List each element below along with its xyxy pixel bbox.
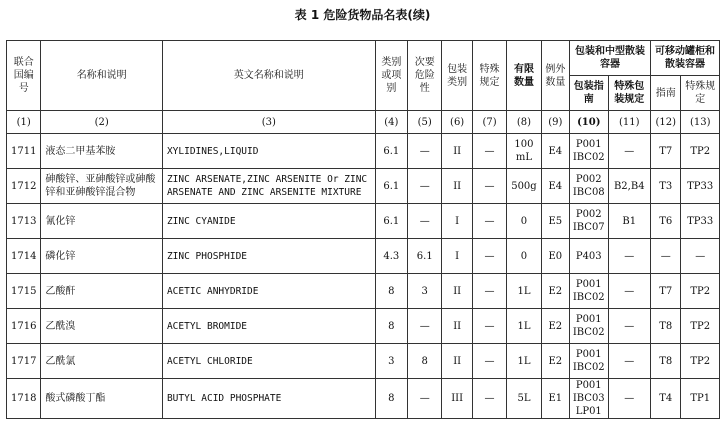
name-cn-cell: 酸式磷酸丁酯 — [41, 379, 163, 419]
excepted-quantity-cell: E2 — [541, 344, 569, 379]
packing-instruction-cell: P001 IBC02 — [570, 344, 608, 379]
header-pack-group: 包装类别 — [442, 41, 472, 111]
header-pack-special: 特殊包装规定 — [608, 76, 651, 111]
name-en-cell: ZINC CYANIDE — [162, 204, 375, 239]
tank-special-cell: TP33 — [681, 169, 720, 204]
special-provision-cell: — — [472, 274, 506, 309]
special-provision-cell: — — [472, 204, 506, 239]
name-cn-cell: 磷化锌 — [41, 239, 163, 274]
header-special: 特殊规定 — [472, 41, 506, 111]
special-provision-cell: — — [472, 344, 506, 379]
excepted-quantity-cell: E0 — [541, 239, 569, 274]
packing-group-cell: II — [442, 169, 472, 204]
col-number: (5) — [408, 111, 442, 134]
header-tank-group: 可移动罐柜和散装容器 — [651, 41, 720, 76]
special-packing-cell: — — [608, 239, 651, 274]
table-row — [7, 309, 720, 344]
sub-risk-cell: — — [408, 309, 442, 344]
tank-special-cell: TP2 — [681, 344, 720, 379]
tank-special-cell: TP2 — [681, 274, 720, 309]
col-number: (13) — [681, 111, 720, 134]
un-number-cell: 1718 — [7, 379, 41, 419]
packing-instruction-cell: P001 IBC02 — [570, 274, 608, 309]
packing-instruction-cell: P001 IBC02 — [570, 134, 608, 169]
name-cn-cell: 乙酰氯 — [41, 344, 163, 379]
col-number: (9) — [541, 111, 569, 134]
limited-quantity-cell: 500g — [507, 169, 541, 204]
header-pack-instr: 包装指南 — [570, 76, 608, 111]
header-packaging-group: 包装和中型散装容器 — [570, 41, 651, 76]
table-row — [7, 169, 720, 204]
header-limited: 有限数量 — [507, 41, 541, 111]
limited-quantity-cell: 1L — [507, 309, 541, 344]
excepted-quantity-cell: E5 — [541, 204, 569, 239]
table-row — [7, 204, 720, 239]
special-packing-cell: B2,B4 — [608, 169, 651, 204]
tank-instruction-cell: T4 — [651, 379, 681, 419]
col-number: (2) — [41, 111, 163, 134]
class-cell: 6.1 — [375, 169, 407, 204]
dangerous-goods-table — [6, 40, 720, 419]
header-name-en: 英文名称和说明 — [162, 41, 375, 111]
column-number-row — [7, 111, 720, 134]
class-cell: 8 — [375, 379, 407, 419]
sub-risk-cell: 3 — [408, 274, 442, 309]
name-en-cell: ZINC ARSENATE,ZINC ARSENITE Or ZINC ARSENATE AND ZINC ARSENITE MIXTURE — [162, 169, 375, 204]
un-number-cell: 1716 — [7, 309, 41, 344]
special-packing-cell: — — [608, 274, 651, 309]
sub-risk-cell: — — [408, 379, 442, 419]
col-number: (7) — [472, 111, 506, 134]
limited-quantity-cell: 0 — [507, 239, 541, 274]
name-en-cell: ACETIC ANHYDRIDE — [162, 274, 375, 309]
tank-instruction-cell: T3 — [651, 169, 681, 204]
name-en-cell: ACETYL BROMIDE — [162, 309, 375, 344]
header-un-no: 联合国编号 — [7, 41, 41, 111]
col-number: (4) — [375, 111, 407, 134]
col-number: (3) — [162, 111, 375, 134]
header-sub-risk: 次要危险性 — [408, 41, 442, 111]
col-number: (12) — [651, 111, 681, 134]
tank-instruction-cell: T7 — [651, 274, 681, 309]
name-cn-cell: 砷酸锌、亚砷酸锌或砷酸锌和亚砷酸锌混合物 — [41, 169, 163, 204]
tank-instruction-cell: T6 — [651, 204, 681, 239]
excepted-quantity-cell: E2 — [541, 309, 569, 344]
class-cell: 3 — [375, 344, 407, 379]
tank-instruction-cell: T8 — [651, 344, 681, 379]
special-provision-cell: — — [472, 309, 506, 344]
un-number-cell: 1712 — [7, 169, 41, 204]
un-number-cell: 1715 — [7, 274, 41, 309]
tank-special-cell: TP2 — [681, 134, 720, 169]
class-cell: 6.1 — [375, 204, 407, 239]
header-excepted: 例外数量 — [541, 41, 569, 111]
special-provision-cell: — — [472, 379, 506, 419]
tank-special-cell: TP33 — [681, 204, 720, 239]
packing-group-cell: II — [442, 134, 472, 169]
name-cn-cell: 乙酸酐 — [41, 274, 163, 309]
name-en-cell: ACETYL CHLORIDE — [162, 344, 375, 379]
packing-instruction-cell: P002 IBC07 — [570, 204, 608, 239]
table-row — [7, 134, 720, 169]
table-row — [7, 274, 720, 309]
name-cn-cell: 氰化锌 — [41, 204, 163, 239]
tank-instruction-cell: — — [651, 239, 681, 274]
special-provision-cell: — — [472, 239, 506, 274]
tank-instruction-cell: T7 — [651, 134, 681, 169]
packing-instruction-cell: P001 IBC03 LP01 — [570, 379, 608, 419]
special-packing-cell: — — [608, 379, 651, 419]
tank-special-cell: TP1 — [681, 379, 720, 419]
packing-instruction-cell: P002 IBC08 — [570, 169, 608, 204]
un-number-cell: 1714 — [7, 239, 41, 274]
class-cell: 8 — [375, 309, 407, 344]
limited-quantity-cell: 1L — [507, 274, 541, 309]
class-cell: 8 — [375, 274, 407, 309]
name-en-cell: ZINC PHOSPHIDE — [162, 239, 375, 274]
col-number: (8) — [507, 111, 541, 134]
excepted-quantity-cell: E4 — [541, 134, 569, 169]
sub-risk-cell: — — [408, 169, 442, 204]
class-cell: 4.3 — [375, 239, 407, 274]
un-number-cell: 1717 — [7, 344, 41, 379]
table-title: 表 1 危险货物品名表(续) — [294, 8, 431, 22]
excepted-quantity-cell: E1 — [541, 379, 569, 419]
header-tank-instr: 指南 — [651, 76, 681, 111]
header-class: 类别或项别 — [375, 41, 407, 111]
col-number: (10) — [570, 111, 608, 134]
table-row — [7, 239, 720, 274]
header-name-cn: 名称和说明 — [41, 41, 163, 111]
tank-special-cell: TP2 — [681, 309, 720, 344]
special-packing-cell: — — [608, 134, 651, 169]
packing-instruction-cell: P403 — [570, 239, 608, 274]
packing-group-cell: I — [442, 239, 472, 274]
special-packing-cell: — — [608, 309, 651, 344]
un-number-cell: 1711 — [7, 134, 41, 169]
excepted-quantity-cell: E2 — [541, 274, 569, 309]
special-packing-cell: B1 — [608, 204, 651, 239]
name-cn-cell: 乙酰溴 — [41, 309, 163, 344]
name-cn-cell: 液态二甲基苯胺 — [41, 134, 163, 169]
limited-quantity-cell: 1L — [507, 344, 541, 379]
name-en-cell: XYLIDINES,LIQUID — [162, 134, 375, 169]
table-row — [7, 379, 720, 419]
special-packing-cell: — — [608, 344, 651, 379]
un-number-cell: 1713 — [7, 204, 41, 239]
table-row — [7, 344, 720, 379]
special-provision-cell: — — [472, 169, 506, 204]
special-provision-cell: — — [472, 134, 506, 169]
packing-group-cell: III — [442, 379, 472, 419]
packing-group-cell: II — [442, 274, 472, 309]
sub-risk-cell: — — [408, 204, 442, 239]
excepted-quantity-cell: E4 — [541, 169, 569, 204]
packing-group-cell: I — [442, 204, 472, 239]
tank-special-cell: — — [681, 239, 720, 274]
limited-quantity-cell: 5L — [507, 379, 541, 419]
sub-risk-cell: 6.1 — [408, 239, 442, 274]
limited-quantity-cell: 0 — [507, 204, 541, 239]
name-en-cell: BUTYL ACID PHOSPHATE — [162, 379, 375, 419]
packing-group-cell: II — [442, 344, 472, 379]
packing-instruction-cell: P001 IBC02 — [570, 309, 608, 344]
col-number: (1) — [7, 111, 41, 134]
col-number: (6) — [442, 111, 472, 134]
header-tank-special: 特殊规定 — [681, 76, 720, 111]
col-number: (11) — [608, 111, 651, 134]
tank-instruction-cell: T8 — [651, 309, 681, 344]
sub-risk-cell: — — [408, 134, 442, 169]
packing-group-cell: II — [442, 309, 472, 344]
limited-quantity-cell: 100 mL — [507, 134, 541, 169]
sub-risk-cell: 8 — [408, 344, 442, 379]
class-cell: 6.1 — [375, 134, 407, 169]
